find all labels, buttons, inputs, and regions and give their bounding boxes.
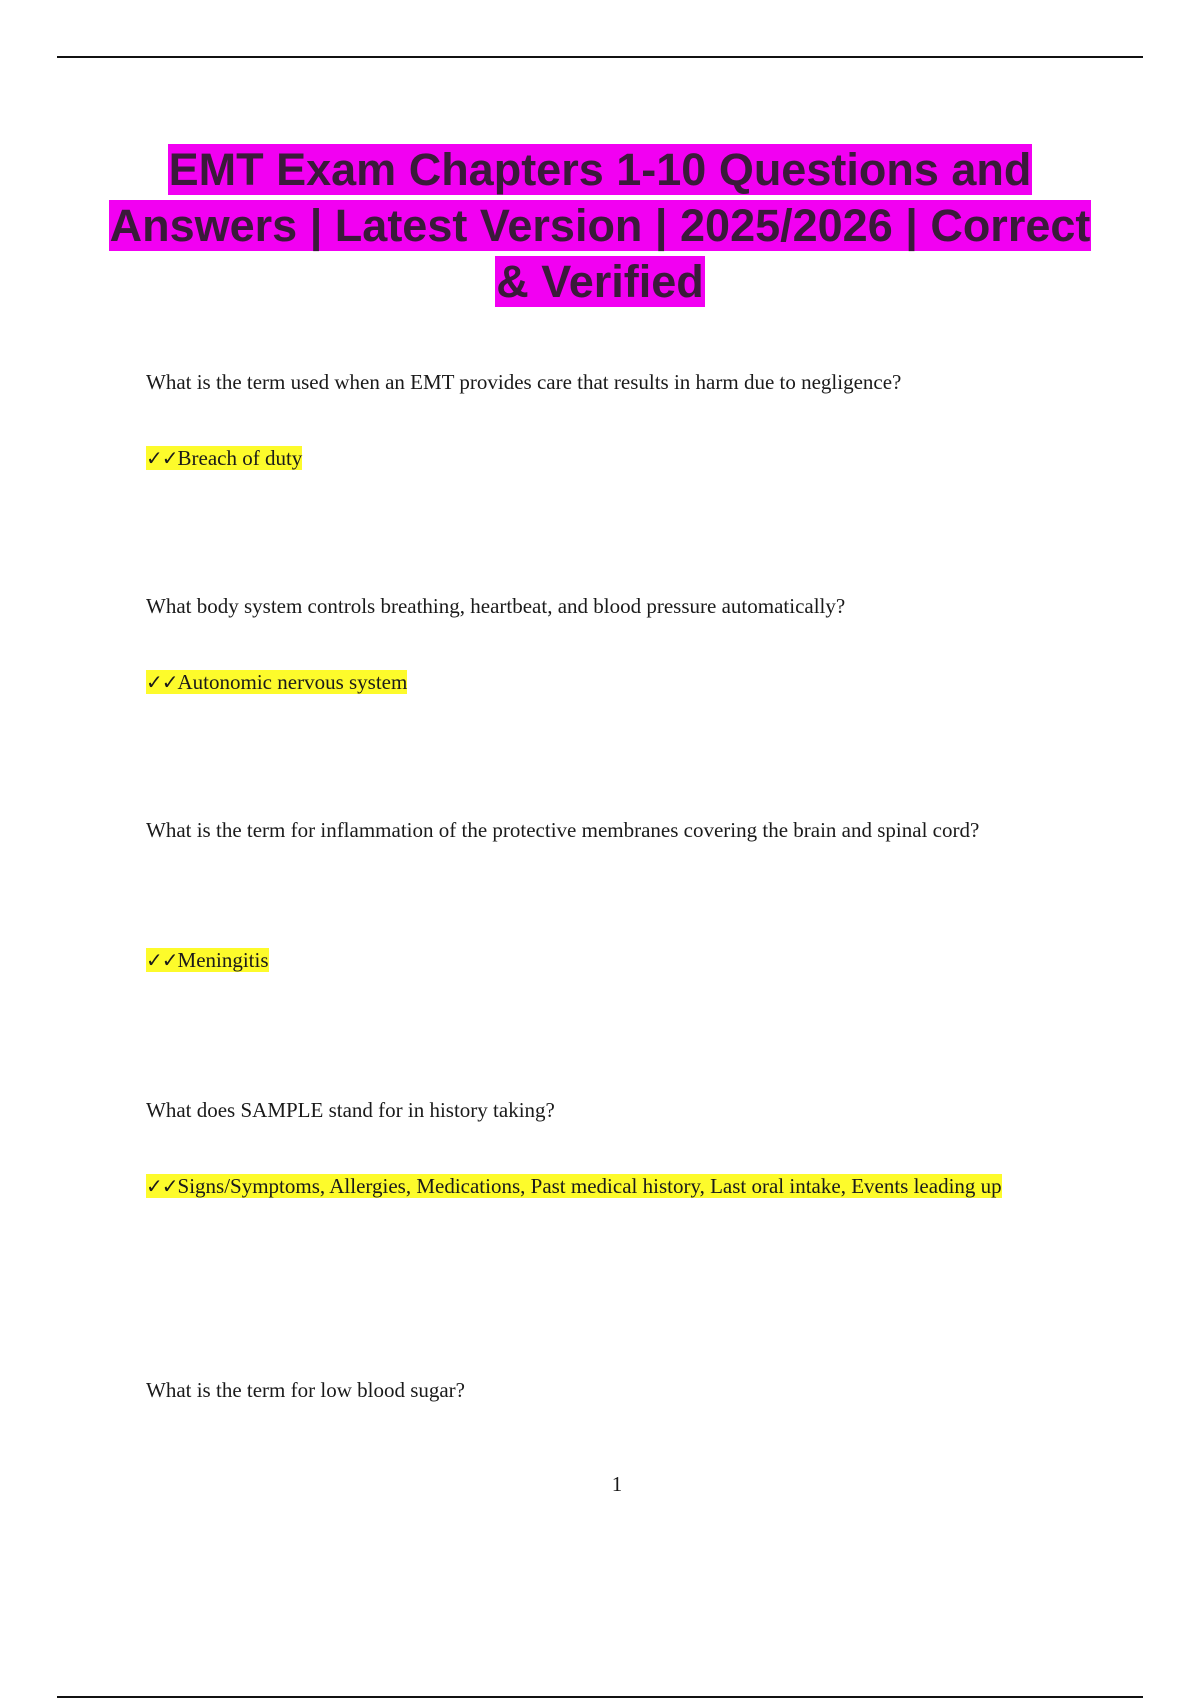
- question-text: What is the term used when an EMT provides care that results in harm due to negligence?: [146, 370, 902, 394]
- answer-item-3: [146, 932, 1066, 989]
- checkmark-icon: ✓✓: [146, 948, 178, 972]
- qa-item-2: [146, 578, 1066, 635]
- checkmark-icon: ✓✓: [146, 670, 178, 694]
- qa-item-1: [146, 354, 1066, 411]
- answer-highlight: [146, 446, 302, 470]
- answer-text: Signs/Symptoms, Allergies, Medications, Past medical history, Last oral intake, Events leading up: [177, 1174, 1002, 1198]
- answer-highlight: [146, 948, 269, 972]
- top-rule: [57, 56, 1143, 58]
- answer-text: Breach of duty: [177, 446, 303, 470]
- answer-item-4: [146, 1158, 1066, 1215]
- document-title: [100, 142, 1100, 310]
- document-title-text: EMT Exam Chapters 1-10 Questions and Answers | Latest Version | 2025/2026 | Correct & Verified: [109, 144, 1091, 307]
- qa-item-5: [146, 1362, 1066, 1419]
- bottom-rule: [57, 1696, 1143, 1698]
- answer-item-2: [146, 654, 1066, 711]
- answer-highlight: [146, 1174, 1002, 1198]
- checkmark-icon: ✓✓: [146, 1174, 178, 1198]
- checkmark-icon: ✓✓: [146, 446, 178, 470]
- answer-text: Autonomic nervous system: [177, 670, 408, 694]
- question-text: What body system controls breathing, heartbeat, and blood pressure automatically?: [146, 594, 846, 618]
- answer-highlight: [146, 670, 407, 694]
- qa-item-4: [146, 1082, 1066, 1139]
- question-text: What is the term for low blood sugar?: [146, 1378, 465, 1402]
- qa-item-3: [146, 802, 1066, 859]
- question-text: What does SAMPLE stand for in history taking?: [146, 1098, 555, 1122]
- page-number: 1: [611, 1472, 623, 1496]
- question-text: What is the term for inflammation of the protective membranes covering the brain and spinal cord?: [146, 818, 980, 842]
- answer-item-1: [146, 430, 1066, 487]
- answer-text: Meningitis: [177, 948, 269, 972]
